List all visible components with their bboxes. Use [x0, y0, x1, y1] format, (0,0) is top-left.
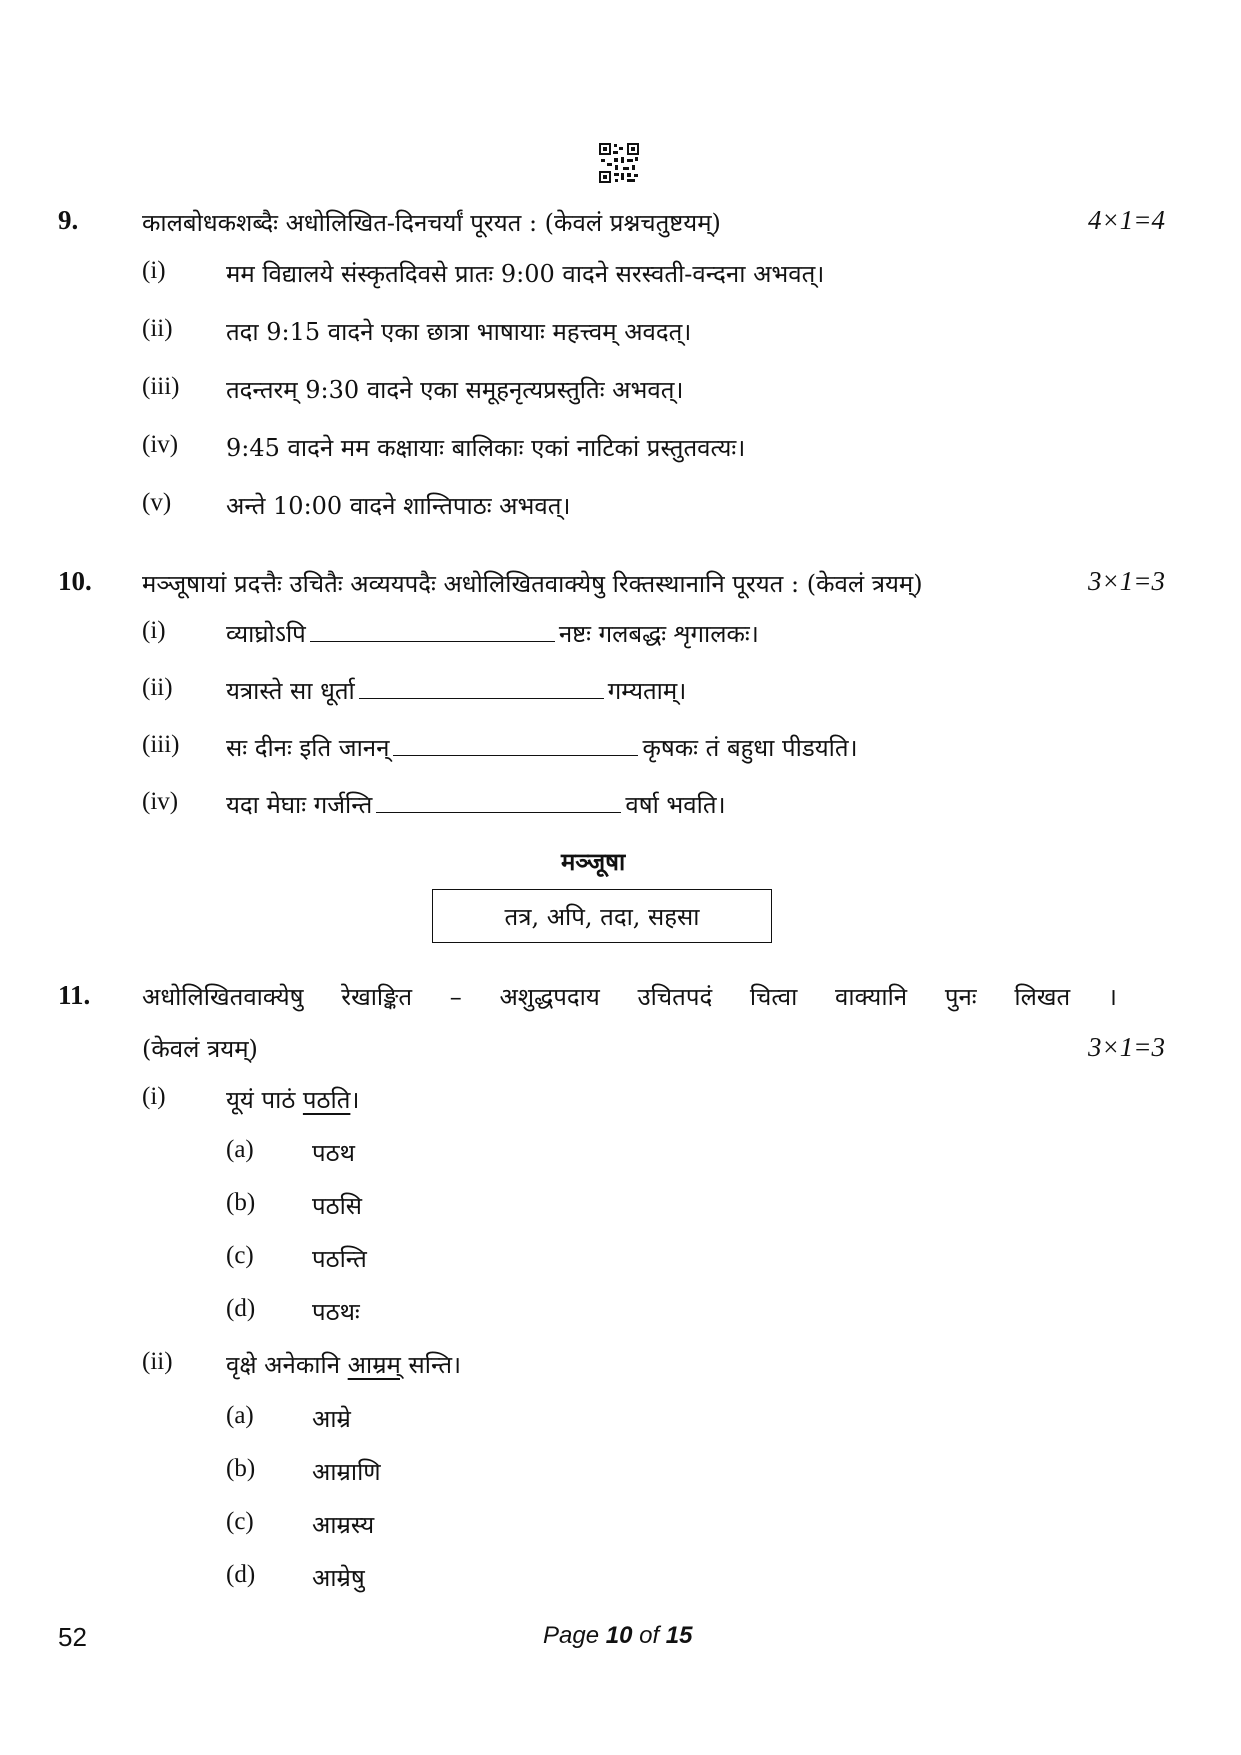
fill-sentence	[226, 674, 686, 707]
sentence-end: वर्षा भवति।	[625, 791, 726, 819]
fill-sentence	[226, 788, 726, 821]
question-text: मञ्जूषायां प्रदत्तैः उचितैः अव्ययपदैः अधोलिखितवाक्येषु रिक्तस्थानानि पूरयत : (केवलं त्रयम्)	[142, 570, 923, 598]
word-box	[432, 889, 772, 943]
option-label: (a)	[226, 1402, 254, 1429]
option-label: (a)	[226, 1136, 254, 1163]
option-text: पठन्ति	[312, 1245, 367, 1273]
sentence-start: यत्रास्ते सा धूर्ता	[226, 677, 355, 705]
blank-line	[376, 790, 621, 813]
option-text: आम्रेषु	[312, 1564, 365, 1592]
sentence-start: व्याघ्रोऽपि	[226, 620, 306, 648]
item-text: तदन्तरम् 9:30 वादने एका समूहनृत्यप्रस्तुतिः अभवत्।	[226, 376, 684, 404]
option-text: पठसि	[312, 1192, 363, 1220]
sentence-end: नष्टः गलबद्धः शृगालकः।	[558, 620, 759, 648]
question-number: 11.	[58, 980, 91, 1010]
option-label: (b)	[226, 1189, 256, 1216]
blank-line	[393, 733, 638, 756]
sentence-end: कृषकः तं बहुधा पीडयति।	[642, 734, 858, 762]
sentence-end: ।	[350, 1086, 360, 1114]
qr-code	[599, 143, 639, 183]
page-of: of	[639, 1622, 660, 1649]
marks: 3×1=3	[1088, 1032, 1165, 1062]
page-prefix: Page	[543, 1622, 600, 1649]
word-box-title: मञ्जूषा	[561, 847, 626, 876]
option-label: (b)	[226, 1455, 256, 1482]
page-current: 10	[605, 1622, 633, 1649]
item-label: (ii)	[142, 1348, 173, 1375]
question-number: 10.	[58, 566, 92, 596]
item-sentence	[226, 1083, 360, 1116]
underlined-word: पठति	[302, 1086, 351, 1114]
item-label: (iii)	[142, 373, 180, 400]
underlined-word: आम्रम्	[347, 1351, 401, 1379]
blank-line	[359, 676, 604, 699]
question-subtext: (केवलं त्रयम्)	[142, 1035, 258, 1063]
item-text: 9:45 वादने मम कक्षायाः बालिकाः एकां नाटिकां प्रस्तुतवत्यः।	[226, 434, 746, 462]
marks: 4×1=4	[1088, 205, 1165, 235]
item-label: (ii)	[142, 674, 173, 701]
fill-sentence	[226, 731, 858, 764]
question-number: 9.	[58, 205, 79, 235]
page-number	[543, 1622, 693, 1650]
sentence-start: यूयं पाठं	[226, 1086, 296, 1114]
option-label: (c)	[226, 1242, 254, 1269]
sentence-start: वृक्षे अनेकानि	[226, 1351, 341, 1379]
item-label: (iv)	[142, 788, 179, 815]
option-text: पठथ	[312, 1139, 355, 1167]
option-text: आम्रे	[312, 1405, 351, 1433]
item-label: (i)	[142, 1083, 166, 1110]
item-label: (iv)	[142, 431, 179, 458]
blank-line	[310, 619, 555, 642]
item-label: (i)	[142, 257, 166, 284]
sentence-start: यदा मेघाः गर्जन्ति	[226, 791, 373, 819]
option-text: पठथः	[312, 1298, 360, 1326]
item-label: (ii)	[142, 315, 173, 342]
sentence-end: गम्यताम्।	[607, 677, 687, 705]
item-label: (v)	[142, 489, 172, 516]
item-text: मम विद्यालये संस्कृतदिवसे प्रातः 9:00 वादने सरस्वती-वन्दना अभवत्।	[226, 260, 825, 288]
item-label: (iii)	[142, 731, 180, 758]
question-text: कालबोधकशब्दैः अधोलिखित-दिनचर्यां पूरयत : (केवलं प्रश्नचतुष्टयम्)	[142, 209, 721, 237]
word-box-words: तत्र, अपि, तदा, सहसा	[504, 902, 700, 931]
option-label: (d)	[226, 1295, 256, 1322]
option-text: आम्राणि	[312, 1458, 381, 1486]
sentence-end: सन्ति।	[408, 1351, 462, 1379]
question-text: अधोलिखितवाक्येषु रेखाङ्कित – अशुद्धपदाय उचितपदं चित्वा वाक्यानि पुनः लिखत ।	[142, 983, 1117, 1011]
paper-code: 52	[58, 1622, 87, 1652]
option-text: आम्रस्य	[312, 1511, 375, 1539]
marks: 3×1=3	[1088, 566, 1165, 596]
fill-sentence	[226, 617, 759, 650]
item-text: तदा 9:15 वादने एका छात्रा भाषायाः महत्त्वम् अवदत्।	[226, 318, 692, 346]
option-label: (c)	[226, 1508, 254, 1535]
item-text: अन्ते 10:00 वादने शान्तिपाठः अभवत्।	[226, 492, 571, 520]
page-total: 15	[665, 1622, 693, 1649]
item-sentence	[226, 1348, 461, 1381]
sentence-start: सः दीनः इति जानन्	[226, 734, 390, 762]
item-label: (i)	[142, 617, 166, 644]
option-label: (d)	[226, 1561, 256, 1588]
